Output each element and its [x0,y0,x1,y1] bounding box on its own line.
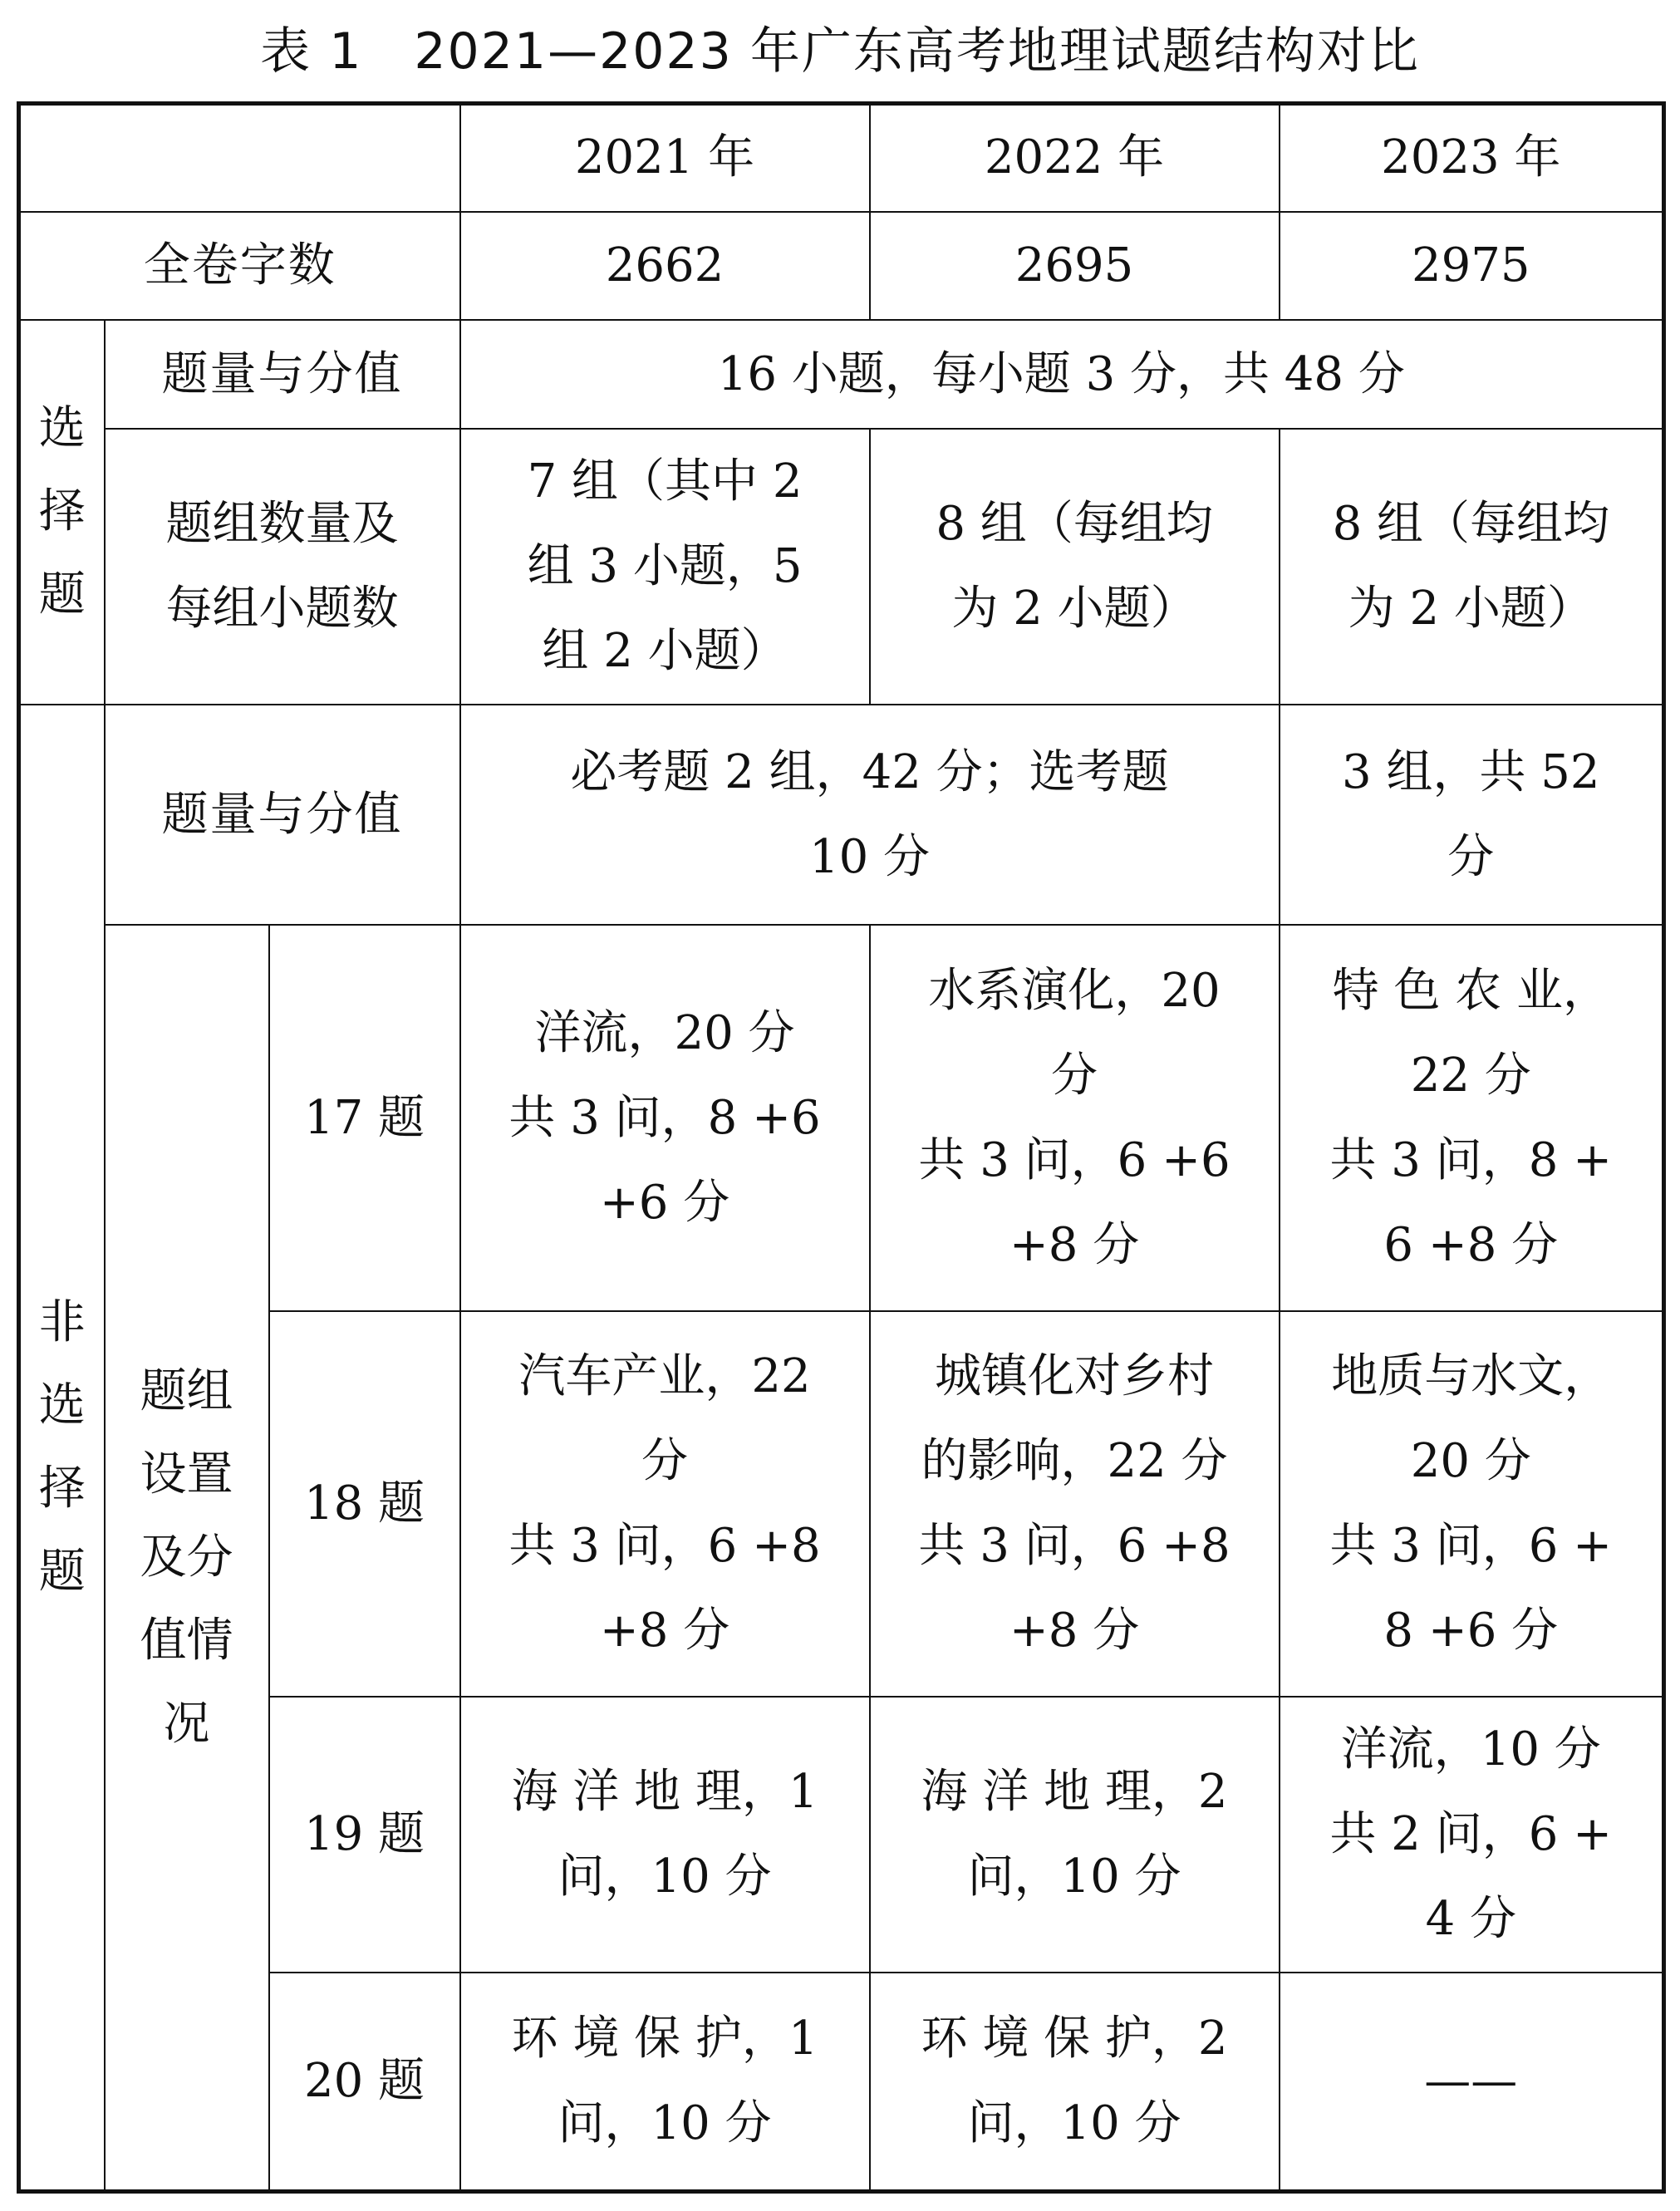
text-line: 问，10 分 [967,2096,1181,2150]
text-line: 问，10 分 [558,1850,772,1904]
q19-2022 [870,1697,1280,1973]
text-line: 汽车产业，22 [518,1349,811,1404]
text-line: 7 组（其中 2 [527,454,803,509]
text-line: 8 组（每组均 [936,497,1213,552]
nonchoice-score-label: 题量与分值 [105,705,460,926]
nonchoice-score-row [19,705,1664,926]
question-number: 20 题 [269,1973,460,2192]
q18-2023 [1280,1311,1664,1697]
text-line: +8 分 [1009,1217,1140,1272]
text-line: 共 3 问，6 +8 [918,1519,1231,1574]
nonchoice-label-char: 题 [38,1544,86,1599]
text-line: 4 分 [1425,1892,1516,1947]
text-line: 分 [1051,1048,1098,1103]
text-line: 20 分 [1410,1434,1531,1489]
setup-label [105,925,269,2191]
header-2022: 2022 年 [870,104,1280,212]
text-line: 海 洋 地 理，1 [511,1765,818,1820]
nonchoice-label-char: 择 [38,1461,86,1516]
text-line: 洋流，20 分 [534,1005,795,1060]
text-line: 6 +8 分 [1383,1217,1559,1272]
word-count-label: 全卷字数 [19,212,460,320]
text-line: 洋流，10 分 [1340,1722,1601,1777]
choice-label-char: 选 [38,401,86,456]
text-line: 海 洋 地 理，2 [921,1765,1228,1820]
text-line: 8 +6 分 [1383,1604,1559,1658]
text-line: 8 组（每组均 [1332,497,1609,552]
text-line: 必考题 2 组，42 分；选考题 [570,744,1169,799]
choice-label-char: 题 [38,567,86,622]
word-count-2021: 2662 [460,212,870,320]
q19-2021 [460,1697,870,1973]
choice-group-label [19,320,105,705]
word-count-2023: 2975 [1280,212,1664,320]
q20-2022 [870,1973,1280,2192]
text-line: 城镇化对乡村 [935,1349,1215,1404]
choice-sets-2022 [870,429,1280,705]
nonchoice-label-char: 选 [38,1378,86,1432]
choice-sets-2023 [1280,429,1664,705]
choice-label-char: 择 [38,484,86,539]
choice-sets-label-line: 每组小题数 [165,582,399,636]
text-line: 地质与水文， [1331,1349,1611,1404]
q17-2023 [1280,925,1664,1311]
text-line: 为 2 小题） [951,582,1197,636]
text-line: +8 分 [599,1604,730,1658]
nonchoice-label-char: 非 [38,1295,86,1349]
header-2023: 2023 年 [1280,104,1664,212]
question-number: 19 题 [269,1697,460,1973]
setup-label-line: 及分 [140,1530,233,1585]
text-line: 水系演化，20 [928,963,1221,1018]
text-line: 共 3 问，6 +8 [508,1519,821,1574]
text-line: 环 境 保 护，2 [921,2011,1228,2066]
text-line: 为 2 小题） [1348,582,1594,636]
text-line: 共 3 问，8 + [1329,1133,1613,1187]
choice-sets-2021 [460,429,870,705]
table-title: 表 1 2021—2023 年广东高考地理试题结构对比 [260,22,1420,81]
text-line: 环 境 保 护，1 [511,2011,818,2066]
question-number: 18 题 [269,1311,460,1697]
q19-2023 [1280,1697,1664,1973]
choice-score-value: 16 小题，每小题 3 分，共 48 分 [460,320,1664,429]
text-line: 问，10 分 [967,1850,1181,1904]
text-line: 共 2 问，6 + [1329,1807,1613,1862]
choice-score-row [19,320,1664,429]
empty-dash: —— [1424,2053,1518,2108]
q20-2023 [1280,1973,1664,2192]
header-row [19,104,1664,212]
header-corner-cell [19,104,460,212]
q17-2021 [460,925,870,1311]
word-count-row [19,212,1664,320]
q20-2021 [460,1973,870,2192]
choice-sets-row [19,429,1664,705]
text-line: 分 [1447,829,1495,884]
word-count-2022: 2695 [870,212,1280,320]
text-line: 分 [641,1434,689,1489]
text-line: 特 色 农 业， [1332,963,1609,1018]
text-line: 3 组，共 52 [1342,744,1600,799]
text-line: +6 分 [599,1175,730,1230]
text-line: 共 3 问，6 +6 [918,1133,1231,1187]
q17-2022 [870,925,1280,1311]
text-line: 问，10 分 [558,2096,772,2150]
nonchoice-score-2021-2022 [460,705,1280,926]
text-line: 10 分 [809,829,931,884]
comparison-table [17,101,1666,2194]
header-2021: 2021 年 [460,104,870,212]
choice-sets-label-line: 题组数量及 [165,497,399,552]
q17-row [19,925,1664,1311]
choice-sets-label [105,429,460,705]
text-line: 组 3 小题，5 [527,539,803,594]
choice-score-label: 题量与分值 [105,320,460,429]
question-number: 17 题 [269,925,460,1311]
text-line: 的影响，22 分 [921,1434,1228,1489]
text-line: 共 3 问，6 + [1329,1519,1613,1574]
text-line: 共 3 问，8 +6 [508,1090,821,1145]
q18-2021 [460,1311,870,1697]
setup-label-line: 值情 [140,1613,233,1668]
text-line: 组 2 小题） [542,624,788,679]
nonchoice-score-2023 [1280,705,1664,926]
setup-label-line: 设置 [140,1447,233,1501]
q18-2022 [870,1311,1280,1697]
text-line: 22 分 [1410,1048,1531,1103]
setup-label-line: 况 [163,1696,210,1751]
nonchoice-group-label [19,705,105,2192]
setup-label-line: 题组 [140,1363,233,1418]
text-line: +8 分 [1009,1604,1140,1658]
